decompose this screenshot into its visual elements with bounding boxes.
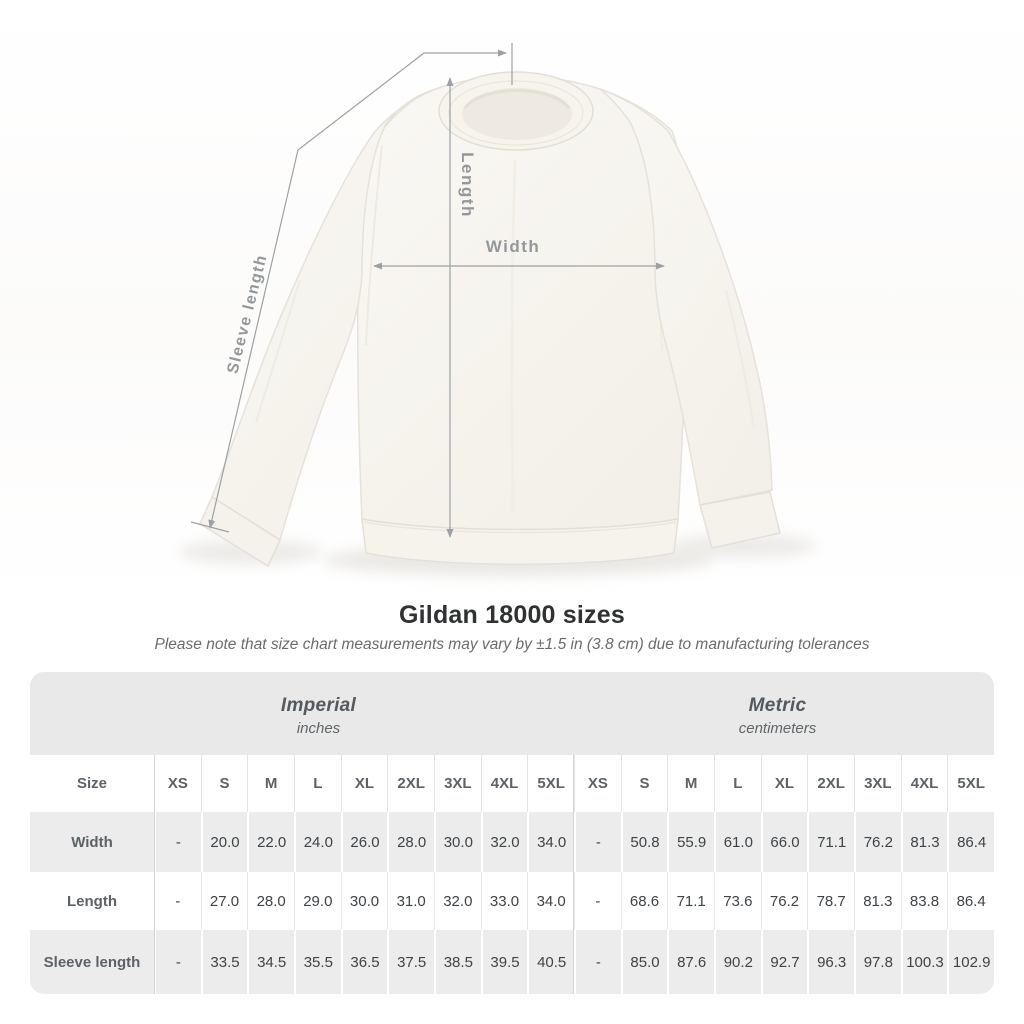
size-value: 61.0 <box>714 812 761 872</box>
size-value: 31.0 <box>387 872 434 930</box>
size-header: 5XL <box>527 755 574 812</box>
size-header: 2XL <box>807 755 854 812</box>
size-value: 86.4 <box>947 812 994 872</box>
size-value: 26.0 <box>341 812 388 872</box>
size-value: - <box>574 872 621 930</box>
row-label: Length <box>67 892 117 910</box>
size-value: 68.6 <box>621 872 668 930</box>
size-value: 83.8 <box>901 872 948 930</box>
size-header: XS <box>574 755 621 812</box>
size-value: 76.2 <box>854 812 901 872</box>
size-value: 20.0 <box>201 812 248 872</box>
size-value: 30.0 <box>341 872 388 930</box>
size-value: 34.5 <box>247 930 294 994</box>
size-header: L <box>714 755 761 812</box>
width-row <box>30 812 994 872</box>
metric-title: Metric <box>748 694 807 716</box>
size-value: 34.0 <box>527 872 574 930</box>
size-value: - <box>574 812 621 872</box>
size-header-row <box>30 755 994 812</box>
size-value: 85.0 <box>621 930 668 994</box>
size-value: 78.7 <box>807 872 854 930</box>
size-table <box>30 672 994 994</box>
size-value: 32.0 <box>434 872 481 930</box>
tolerance-note: Please note that size chart measurements may vary by ±1.5 in (3.8 cm) due to manufacturing tolerances <box>154 636 870 653</box>
size-value: 40.5 <box>527 930 574 994</box>
size-value: 34.0 <box>527 812 574 872</box>
size-value: 33.5 <box>201 930 248 994</box>
size-value: 81.3 <box>854 872 901 930</box>
size-value: 29.0 <box>294 872 341 930</box>
size-value: 38.5 <box>434 930 481 994</box>
size-value: 86.4 <box>947 872 994 930</box>
row-label: Sleeve length <box>43 953 141 971</box>
size-value: 22.0 <box>247 812 294 872</box>
size-value: 81.3 <box>901 812 948 872</box>
size-value: 32.0 <box>481 812 528 872</box>
size-header: S <box>621 755 668 812</box>
size-value: 27.0 <box>201 872 248 930</box>
size-header: XS <box>154 755 201 812</box>
width-label: Width <box>485 237 541 256</box>
length-row <box>30 872 994 930</box>
size-value: 35.5 <box>294 930 341 994</box>
unit-group-band <box>30 672 994 755</box>
size-header: 5XL <box>947 755 994 812</box>
size-value: 55.9 <box>667 812 714 872</box>
crewneck-collar <box>439 72 593 150</box>
size-header: M <box>247 755 294 812</box>
size-header: L <box>294 755 341 812</box>
size-value: 96.3 <box>807 930 854 994</box>
sleeve-length-row <box>30 930 994 994</box>
page-title: Gildan 18000 sizes <box>399 601 625 629</box>
size-value: 100.3 <box>901 930 948 994</box>
size-value: 97.8 <box>854 930 901 994</box>
size-header: 4XL <box>481 755 528 812</box>
length-label: Length <box>458 152 477 218</box>
size-header: XL <box>761 755 808 812</box>
size-value: 66.0 <box>761 812 808 872</box>
size-value: 36.5 <box>341 930 388 994</box>
size-value: 28.0 <box>387 812 434 872</box>
size-value: 90.2 <box>714 930 761 994</box>
size-value: 71.1 <box>807 812 854 872</box>
size-value: - <box>154 872 201 930</box>
size-column-divider <box>154 755 155 994</box>
size-value: 28.0 <box>247 872 294 930</box>
size-value: 76.2 <box>761 872 808 930</box>
size-header: S <box>201 755 248 812</box>
size-value: 50.8 <box>621 812 668 872</box>
unit-group-divider <box>573 755 574 994</box>
size-value: 33.0 <box>481 872 528 930</box>
size-value: 39.5 <box>481 930 528 994</box>
size-header: 2XL <box>387 755 434 812</box>
size-value: 37.5 <box>387 930 434 994</box>
size-value: - <box>154 812 201 872</box>
size-header: 3XL <box>434 755 481 812</box>
size-value: 102.9 <box>947 930 994 994</box>
size-value: 71.1 <box>667 872 714 930</box>
size-value: - <box>574 930 621 994</box>
size-header: 3XL <box>854 755 901 812</box>
imperial-group-header <box>30 672 573 755</box>
imperial-title: Imperial <box>280 694 357 716</box>
metric-group-header <box>573 672 994 755</box>
size-value: 24.0 <box>294 812 341 872</box>
sleeve-length-label: Sleeve length <box>224 252 271 376</box>
size-column-header: Size <box>76 775 107 792</box>
row-label: Width <box>71 833 113 851</box>
size-value: 92.7 <box>761 930 808 994</box>
size-value: 30.0 <box>434 812 481 872</box>
size-header: 4XL <box>901 755 948 812</box>
imperial-unit: inches <box>296 719 341 737</box>
size-header: M <box>667 755 714 812</box>
size-value: - <box>154 930 201 994</box>
size-header: XL <box>341 755 388 812</box>
size-value: 73.6 <box>714 872 761 930</box>
metric-unit: centimeters <box>738 719 817 737</box>
size-value: 87.6 <box>667 930 714 994</box>
